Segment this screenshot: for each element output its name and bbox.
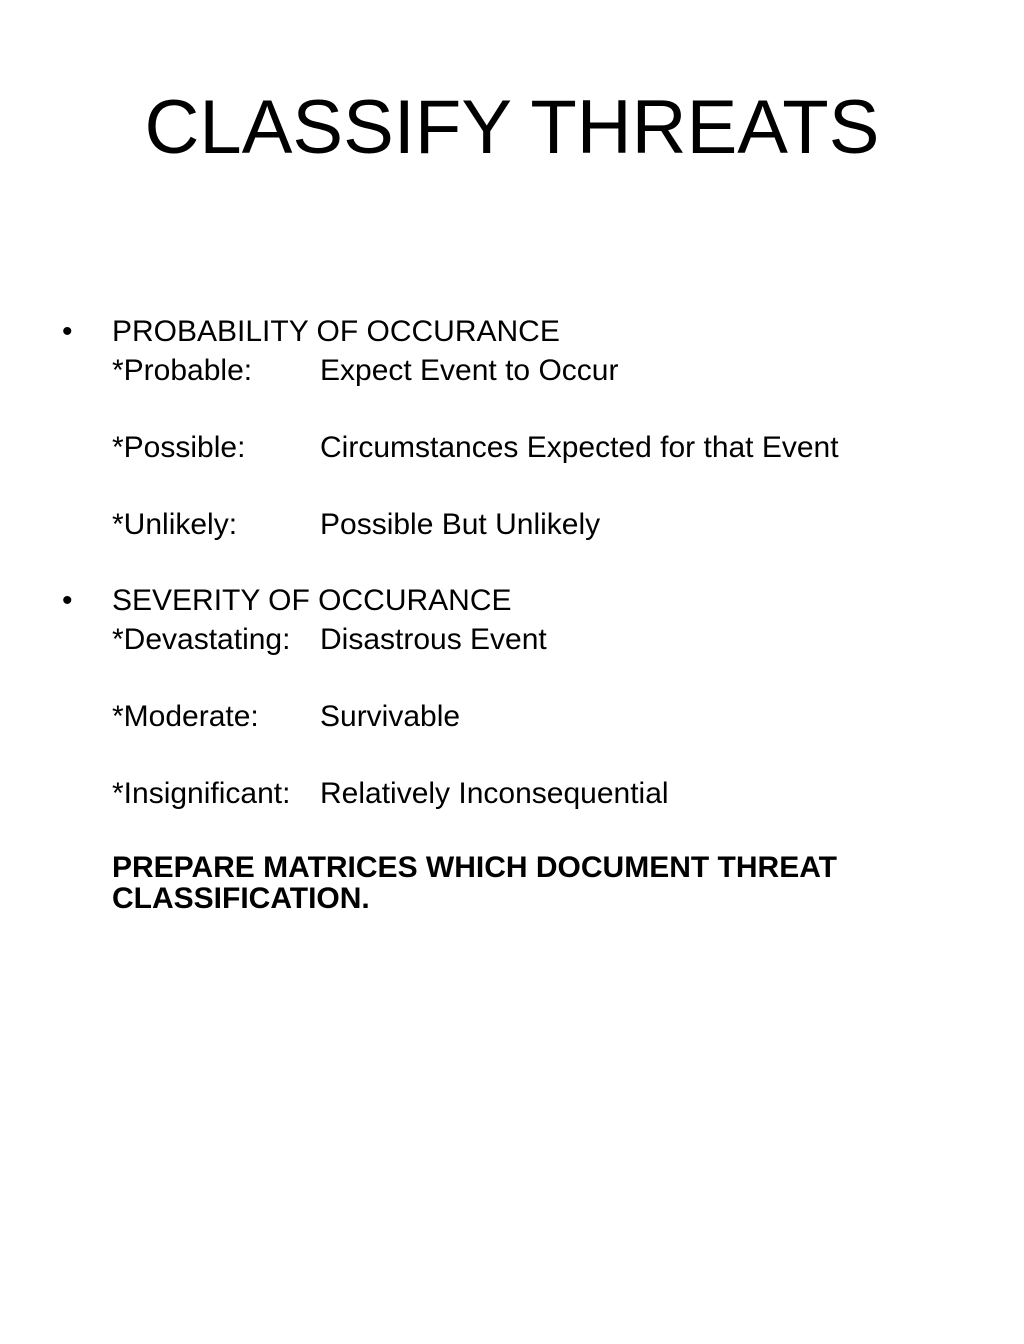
list-item-probable: [0, 351, 1024, 391]
item-label: *Possible:: [112, 431, 246, 464]
bullet-icon: •: [62, 315, 73, 348]
item-label: *Unlikely:: [112, 508, 238, 541]
item-description: Possible But Unlikely: [320, 508, 601, 541]
item-description: Expect Event to Occur: [320, 354, 619, 387]
item-description: Relatively Inconsequential: [320, 777, 669, 810]
item-label: *Probable:: [112, 354, 253, 387]
item-description: Circumstances Expected for that Event: [320, 431, 839, 464]
list-item-possible: [0, 428, 1024, 468]
item-label: *Insignificant:: [112, 777, 291, 810]
item-label: *Moderate:: [112, 700, 259, 733]
bullet-icon: •: [62, 584, 73, 617]
note-line-2: CLASSIFICATION.: [112, 882, 370, 915]
list-item-insignificant: [0, 774, 1024, 814]
note-line-1: PREPARE MATRICES WHICH DOCUMENT THREAT: [112, 851, 837, 884]
bullet-row-probability: [0, 312, 1024, 352]
matrices-note: [112, 852, 912, 914]
probability-heading: PROBABILITY OF OCCURANCE: [112, 315, 560, 348]
list-item-devastating: [0, 620, 1024, 660]
item-description: Survivable: [320, 700, 461, 733]
item-label: *Devastating:: [112, 623, 291, 656]
bullet-row-severity: [0, 581, 1024, 621]
list-item-moderate: [0, 697, 1024, 737]
severity-heading: SEVERITY OF OCCURANCE: [112, 584, 512, 617]
page-title: CLASSIFY THREATS: [144, 85, 880, 170]
list-item-unlikely: [0, 505, 1024, 545]
item-description: Disastrous Event: [320, 623, 547, 656]
